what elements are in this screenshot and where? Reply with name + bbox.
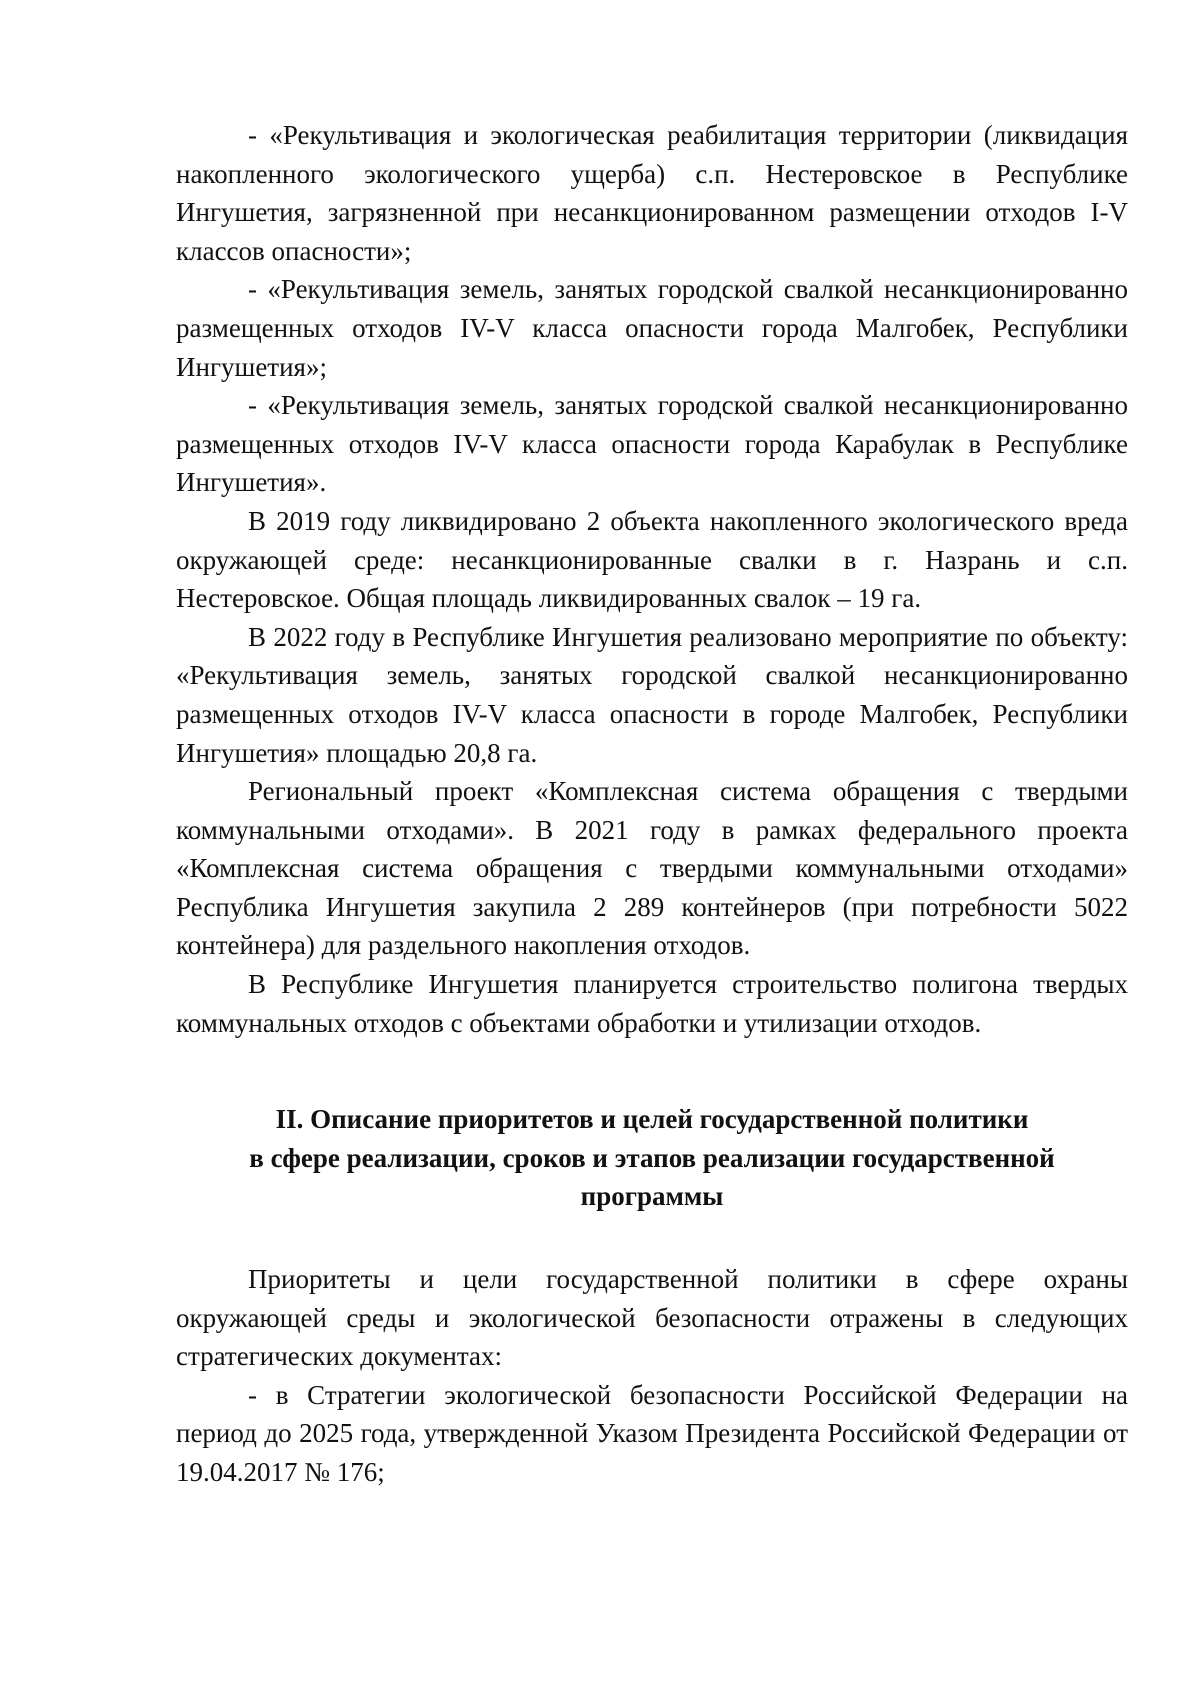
paragraph-reclamation-nesterovskoye: - «Рекультивация и экологическая реабилитация территории (ликвидация накопленного экологического ущерба) с.п. Нестеровское в Республике Ингушетия, загрязненной при несанкционированном размещении отходов I-V классов опасности»; — [176, 120, 1128, 266]
section-heading-line-2: в сфере реализации, сроков и этапов реализации государственной — [249, 1142, 1055, 1173]
section-heading — [176, 1100, 1128, 1216]
paragraph-2019-liquidation: В 2019 году ликвидировано 2 объекта накопленного экологического вреда окружающей среде: несанкционированные свалки в г. Назрань и с.п. Нестеровское. Общая площадь ликвидированных свалок – 19 га. — [176, 505, 1128, 614]
paragraph-priorities: Приоритеты и цели государственной политики в сфере охраны окружающей среды и экологической безопасности отражены в следующих стратегических документах: — [176, 1264, 1128, 1372]
paragraph-reclamation-malgobek: - «Рекультивация земель, занятых городской свалкой несанкционированно размещенных отходов IV-V класса опасности города Малгобек, Республики Ингушетия»; — [176, 274, 1128, 382]
section-heading-line-1: II. Описание приоритетов и целей государственной политики — [275, 1104, 1029, 1135]
paragraph-landfill-construction: В Республике Ингушетия планируется строительство полигона твердых коммунальных отходов с объектами обработки и утилизации отходов. — [176, 969, 1128, 1038]
paragraph-2022-project: В 2022 году в Республике Ингушетия реализовано мероприятие по объекту: «Рекультивация земель, занятых городской свалкой несанкционированно размещенных отходов IV-V класса опасности в городе Малгобек, Республики Ингушетия» площадью 20,8 га. — [176, 621, 1128, 768]
section-heading-line-3: программы — [580, 1181, 724, 1212]
paragraph-strategy-ecological-security: - в Стратегии экологической безопасности Российской Федерации на период до 2025 года, утвержденной Указом Президента Российской Федерации от 19.04.2017 № 176; — [176, 1379, 1128, 1487]
paragraph-reclamation-karabulak: - «Рекультивация земель, занятых городской свалкой несанкционированно размещенных отходов IV-V класса опасности города Карабулак в Республике Ингушетия». — [176, 390, 1128, 498]
document-body — [176, 116, 1128, 1492]
paragraph-regional-project: Региональный проект «Комплексная система обращения с твердыми коммунальными отходами». В 2021 году в рамках федерального проекта «Комплексная система обращения с твердыми коммунальными отходами» Республика Ингушетия закупила 2 289 контейнеров (при потребности 5022 контейнера) для раздельного накопления отходов. — [176, 776, 1128, 961]
